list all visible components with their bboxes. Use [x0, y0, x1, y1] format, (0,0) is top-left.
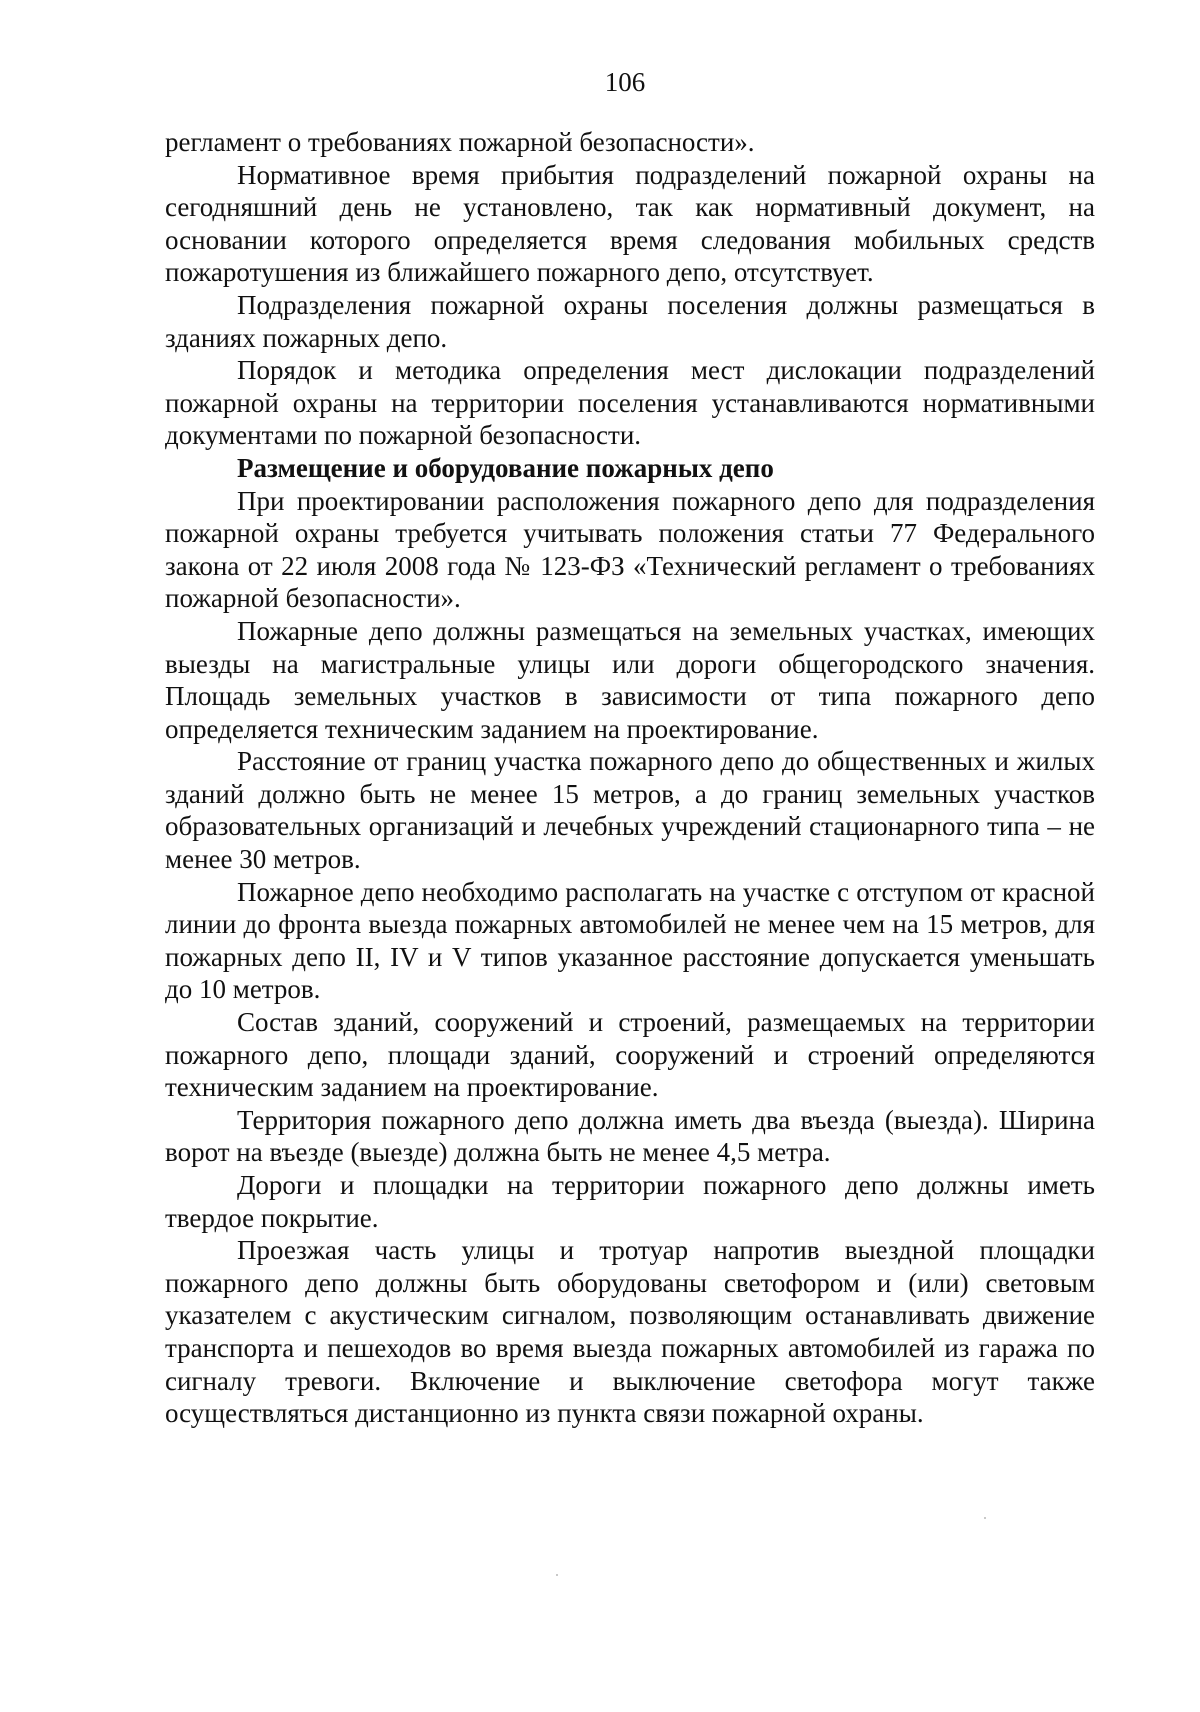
scan-speck: [556, 1574, 558, 1576]
paragraph-entrances: Территория пожарного депо должна иметь два въезда (выезда). Ширина ворот на въезде (выезде) должна быть не менее 4,5 метра.: [165, 1104, 1095, 1168]
document-body: [165, 126, 1095, 1430]
paragraph-hard-surface: Дороги и площадки на территории пожарного депо должны иметь твердое покрытие.: [165, 1170, 1095, 1233]
paragraph-design-law: При проектировании расположения пожарного депо для подразделения пожарной охраны требуется учитывать положения статьи 77 Федерального закона от 22 июля 2008 года № 123-ФЗ «Технический регламент о требованиях пожарной безопасности».: [165, 485, 1095, 614]
paragraph-distances: Расстояние от границ участка пожарного депо до общественных и жилых зданий должно быть не менее 15 метров, а до границ земельных участков образовательных организаций и лечебных учреждений стационарного типа – не менее 30 метров.: [165, 746, 1095, 875]
paragraph-location-method: Порядок и методика определения мест дислокации подразделений пожарной охраны на территории поселения устанавливаются нормативными документами по пожарной безопасности.: [165, 355, 1095, 451]
paragraph-red-line-offset: Пожарное депо необходимо располагать на участке с отступом от красной линии до фронта выезда пожарных автомобилей не менее чем на 15 метров, для пожарных депо II, IV и V типов указанное расстояние допускается уменьшать до 10 метров.: [165, 876, 1095, 1005]
paragraph-arrival-time: Нормативное время прибытия подразделений пожарной охраны на сегодняшний день не установлено, так как нормативный документ, на основании которого определяется время следования мобильных средств пожаротушения из ближайшего пожарного депо, отсутствует.: [165, 159, 1095, 288]
paragraph-building-composition: Состав зданий, сооружений и строений, размещаемых на территории пожарного депо, площади зданий, сооружений и строений определяются техническим заданием на проектирование.: [165, 1007, 1095, 1103]
paragraph-traffic-lights: Проезжая часть улицы и тротуар напротив выездной площадки пожарного депо должны быть оборудованы светофором и (или) световым указателем с акустическим сигналом, позволяющим останавливать движение транспорта и пешеходов во время выезда пожарных автомобилей из гаража по сигналу тревоги. Включение и выключение светофора могут также осуществляться дистанционно из пункта связи пожарной охраны.: [165, 1235, 1095, 1429]
page-number: 106: [604, 67, 646, 97]
paragraph-land-plots: Пожарные депо должны размещаться на земельных участках, имеющих выезды на магистральные улицы или дороги общегородского значения. Площадь земельных участков в зависимости от типа пожарного депо определяется техническим заданием на проектирование.: [165, 615, 1095, 744]
scan-speck: [984, 1517, 986, 1519]
paragraph-depot-buildings: Подразделения пожарной охраны поселения должны размещаться в зданиях пожарных депо.: [165, 289, 1095, 353]
section-heading: Размещение и оборудование пожарных депо: [237, 452, 774, 483]
paragraph-continuation: регламент о требованиях пожарной безопасности».: [165, 127, 755, 157]
